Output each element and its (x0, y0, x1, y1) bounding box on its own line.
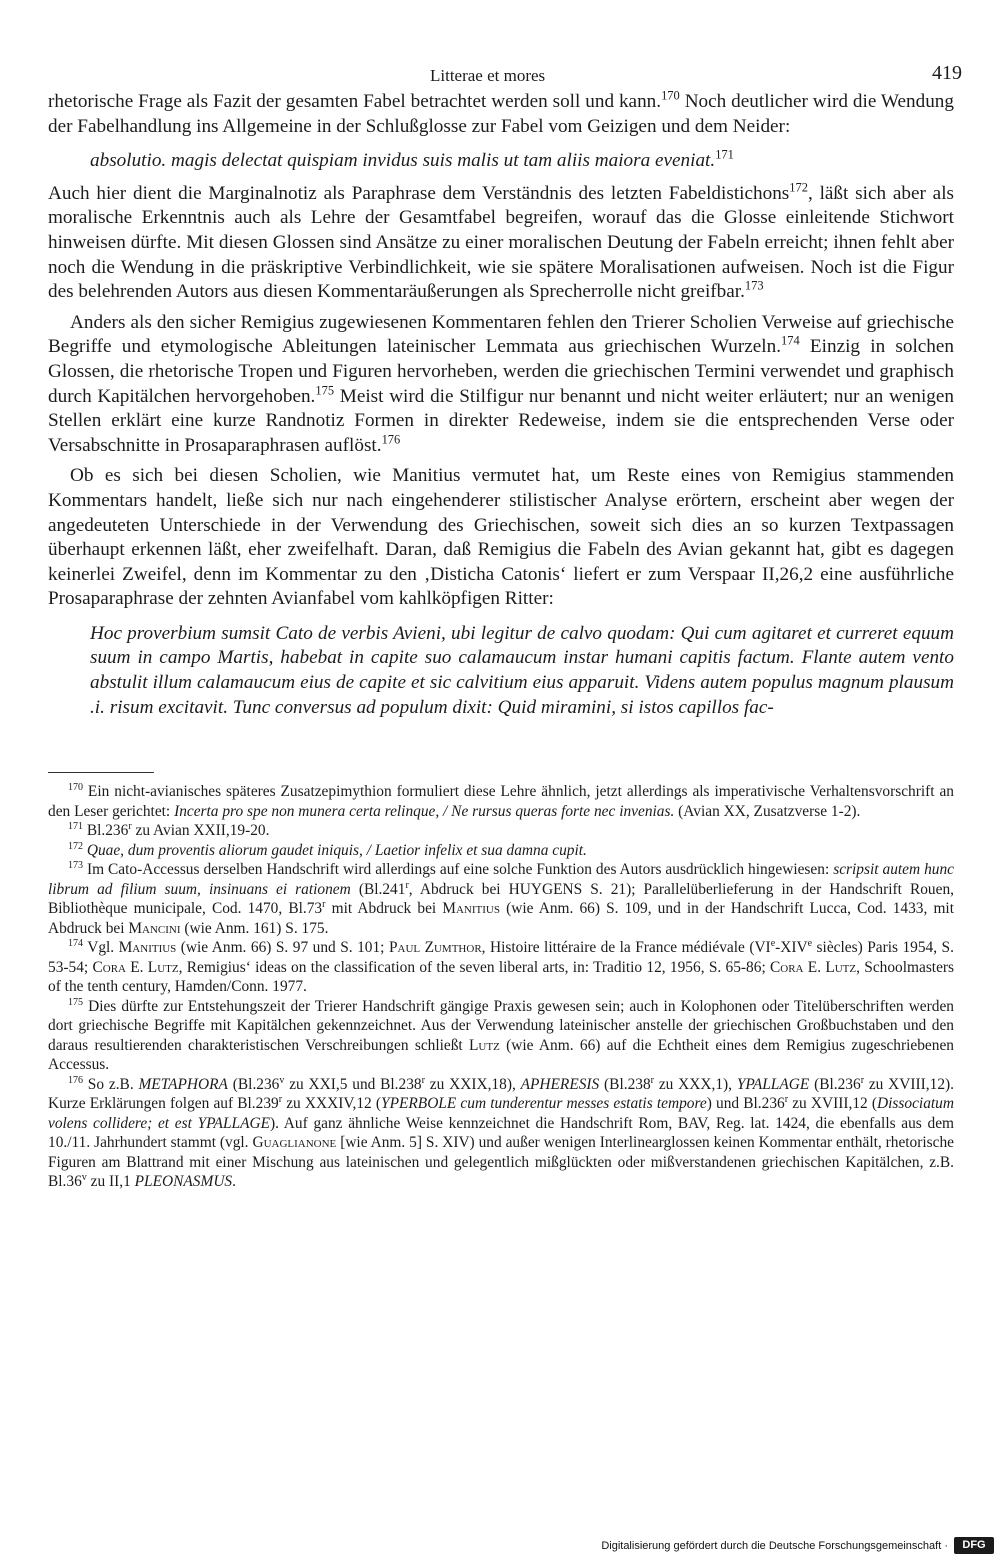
footnote-ref-171[interactable]: 171 (715, 147, 734, 162)
footnote-ref-170[interactable]: 170 (661, 88, 680, 103)
footnote-174: $^{174}$ Vgl. Manitius (wie Anm. 66) S. 97 und S. 101; Paul Zumthor, Histoire littéraire de la France médiévale (VIe-XIVe siècles) Paris 1954, S. 53-54; Cora E. Lutz, Remigius‘ ideas on the classification of the seven liberal arts, in: Traditio 12, 1956, S. 65-86; Cora E. Lutz, Schoolmasters of the tenth century, Hamden/Conn. 1977. (48, 938, 955, 996)
footnote-170: $^{170}$ Ein nicht-avianisches späteres Zusatzepimythion formuliert diese Lehre ähnlich, jetzt allerdings als imperativische Verhaltensvorschrift an den Leser gerichtet: Incerta pro spe non munera certa relinque, / Ne rursus queras forte nec invenias. (Avian XX, Zusatzverse 1-2). (48, 782, 954, 820)
funding-credit: Digitalisierung gefördert durch die Deutsche Forschungsgemeinschaft · (601, 1540, 948, 1552)
footnote-172: $^{172}$ Quae, dum proventis aliorum gaudet iniquis, / Laetior infelix et sua damna cupit. (68, 840, 587, 859)
footnotes (48, 782, 954, 1192)
footnote-divider (48, 772, 154, 773)
footnote-ref-176[interactable]: 176 (381, 432, 401, 447)
paragraph-2: Auch hier dient die Marginalnotiz als Paraphrase dem Verständnis des letzten Fabeldistichons$^{172}$, läßt sich aber als moralische Erkenntnis auch als Lehre der Gesamtfabel begreifen, worauf das die Glosse einleitende Stichwort hinweisen dürfte. Mit diesen Glossen sind Ansätze zu einer moralischen Deutung der Fabeln erreicht; ihnen fehlt aber noch die Wendung in die präskriptive Verbindlichkeit, wie sie spätere Moralisationen aufweisen. Noch ist die Figur des belehrenden Autors aus diesen Kommentaräußerungen als Sprecherrolle nicht greifbar.$^{173}$ (48, 180, 954, 303)
page (48, 60, 962, 1192)
paragraph-4: Ob es sich bei diesen Scholien, wie Manitius vermutet hat, um Reste eines von Remigius stammenden Kommentars handelt, ließe sich nur nach eingehenderer stilistischer Analyse erörtern, erscheint aber wegen der angedeuteten Unterschiede in der Verwendung des Griechischen, soweit sich dies an so kurzen Textpassagen überhaupt erkennen läßt, eher zweifelhaft. Daran, daß Remigius die Fabeln des Avian gekannt hat, gibt es dagegen keinerlei Zweifel, denn im Kommentar zu den ‚Disticha Catonis‘ liefert er zum Verspaar II,26,2 eine ausführliche Prosaparaphrase der zehnten Avianfabel vom kahlköpfigen Ritter: (48, 465, 954, 610)
quotation-2: Hoc proverbium sumsit Cato de verbis Avieni, ubi legitur de calvo quodam: Qui cum agitaret et curreret equum suum in campo Martis, habebat in capite suo calamaucum instar humani capitis factum. Flante autem vento abstulit illum calamaucum eius de capite et sic calvitium eius apparuit. Videns autem populus magnum plausum .i. risum excitavit. Tunc conversus ad populum dixit: Quid miramini, si istos capillos fac- (90, 622, 954, 718)
footnote-ref-174[interactable]: 174 (781, 333, 800, 348)
main-text (48, 90, 954, 720)
paragraph-3: Anders als den sicher Remigius zugewiesenen Kommentaren fehlen den Trierer Scholien Verweise auf griechische Begriffe und etymologische Ableitungen lateinischer Lemmata aus griechischen Wurzeln.$^{174}$ Einzig in solchen Glossen, die rhetorische Tropen und Figuren hervorheben, werden die griechischen Termini verwendet und graphisch durch Kapitälchen hervorgehoben.$^{175}$ Meist wird die Stilfigur nur benannt und nicht weiter erläutert; nur an wenigen Stellen erklärt eine kurze Randnotiz Formen in direkter Redeweise, indem sie die entsprechenden Verse oder Versabschnitte in Prosaparaphrasen auflöst.$^{176}$ (48, 311, 954, 456)
quotation-1: absolutio. magis delectat quispiam invidus suis malis ut tam aliis maiora eveniat.$^{171}$ (90, 147, 734, 172)
footnote-ref-173[interactable]: 173 (744, 278, 764, 293)
footnote-176: $^{176}$ So z.B. METAPHORA (Bl.236$^v$ zu XXI,5 und Bl.238$^r$ zu XXIX,18), APHERESIS (Bl.238$^r$ zu XXX,1), YPALLAGE (Bl.236$^r$ zu XVIII,12). Kurze Erklärungen folgen auf Bl.239$^r$ zu XXXIV,12 (YPERBOLE cum tunderentur messes estatis tempore) und Bl.236$^r$ zu XVIII,12 (Dissociatum volens collidere; et est YPALLAGE). Auf ganz ähnliche Weise kennzeichnet die Handschrift Rom, BAV, Reg. lat. 1424, die ebenfalls aus dem 10./11. Jahrhundert stammt (vgl. Guaglianone [wie Anm. 5] S. XIV) und außer wenigen Interlinearglossen keinen Kommentar enthält, rhetorische Figuren am Blattrand mit einer Mischung aus lateinischen und gelegentlich mißglückten oder mißverstandenen griechischen Kapitälchen, z.B. Bl.36$^v$ zu II,1 PLEONASMUS. (48, 1074, 955, 1191)
page-header (48, 60, 962, 90)
footnote-171: $^{171}$ Bl.236$^r$ zu Avian XXII,19-20. (68, 821, 270, 840)
footnote-175: $^{175}$ Dies dürfte zur Entstehungszeit der Trierer Handschrift gängige Praxis gewesen sein; auch in Kolophonen oder Titelüberschriften werden dort griechische Begriffe mit Kapitälchen gekennzeichnet. Aus der Verwendung lateinischer anstelle der griechischen Großbuchstaben und den daraus resultierenden charakteristischen Verschreibungen schließt Lutz (wie Anm. 66) auf die Echtheit eines dem Remigius zugeschriebenen Accessus. (48, 996, 954, 1074)
paragraph-1: rhetorische Frage als Fazit der gesamten Fabel betrachtet werden soll und kann.$^{170}$ Noch deutlicher wird die Wendung der Fabelhandlung ins Allgemeine in der Schlußglosse zur Fabel vom Geizigen und dem Neider: (48, 88, 954, 137)
running-title: Litterae et mores (430, 66, 546, 85)
footnote-ref-175[interactable]: 175 (315, 383, 335, 398)
digitization-footer (0, 1532, 1000, 1560)
footnote-173: $^{173}$ Im Cato-Accessus derselben Handschrift wird allerdings auf eine solche Funktion des Autors ausdrücklich hingewiesen: scripsit autem hunc librum ad filium suum, insinuans ei rationem (Bl.241$^r$, Abdruck bei HUYGENS S. 21); Parallelüberlieferung in der Handschrift Rouen, Bibliothèque municipale, Cod. 1470, Bl.73$^r$ mit Abdruck bei Manitius (wie Anm. 66) S. 109, und in der Handschrift Lucca, Cod. 1433, mit Abdruck bei Mancini (wie Anm. 161) S. 175. (48, 860, 955, 937)
page-number: 419 (932, 62, 962, 84)
footnote-ref-172[interactable]: 172 (789, 180, 808, 195)
dfg-logo: DFG (954, 1537, 994, 1554)
